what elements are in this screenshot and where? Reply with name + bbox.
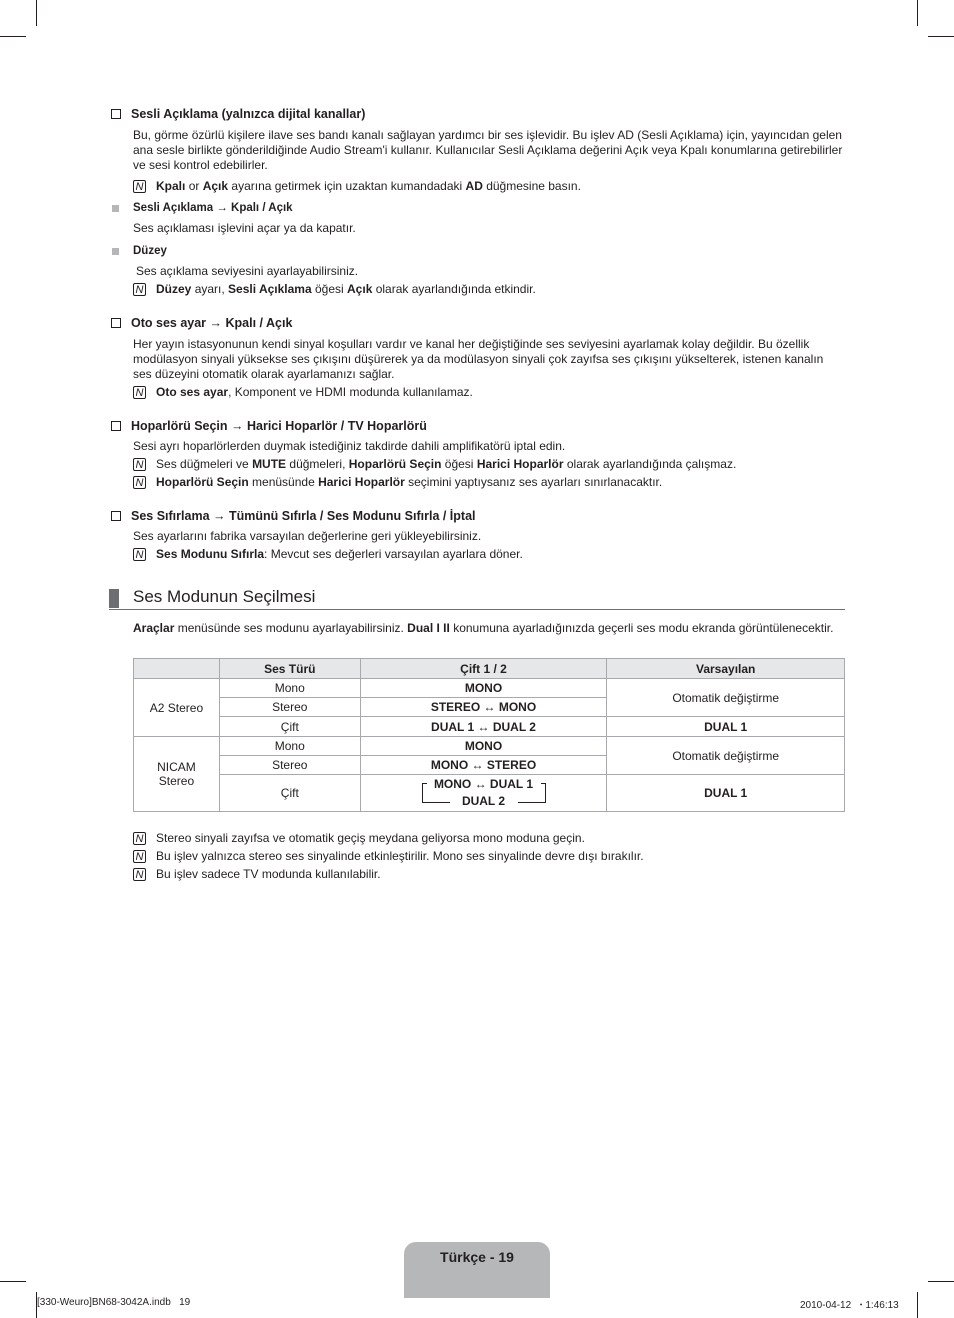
note <box>133 282 536 297</box>
table-cell <box>134 737 220 812</box>
crop-mark <box>917 0 918 26</box>
checkbox-bullet-icon <box>111 109 121 119</box>
cell-text: MONO ↔ DUAL 1 <box>433 777 534 791</box>
note-text: Harici Hoparlör <box>476 457 564 471</box>
heading-text: Ses Sıfırlama → Tümünü Sıfırla / Ses Modunu Sıfırla / İptal <box>131 509 476 523</box>
note-icon: N <box>133 868 146 881</box>
heading-text: Oto ses ayar → Kpalı / Açık <box>131 316 293 330</box>
table-cell: Stereo <box>219 756 360 775</box>
crop-mark <box>36 0 37 26</box>
note-text: Bu işlev yalnızca stereo ses sinyalinde etkinleştirilir. Mono ses sinyalinde devre dışı bırakılır. <box>156 849 644 863</box>
note-text: seçimini yaptıysanız ses ayarları sınırlanacaktır. <box>404 475 663 489</box>
table-header: Varsayılan <box>607 659 845 679</box>
note <box>133 475 662 490</box>
square-bullet-icon <box>112 248 119 255</box>
table-header: Çift 1 / 2 <box>360 659 607 679</box>
note-text: MUTE <box>252 457 287 471</box>
intro-text: Araçlar <box>133 621 175 635</box>
cell-text: NICAM Stereo <box>157 760 196 788</box>
note-text: Düzey <box>156 282 192 296</box>
note-text: ayarına getirmek için uzaktan kumandadaki <box>228 179 466 193</box>
checkbox-bullet-icon <box>111 511 121 521</box>
table-cell: DUAL 1 <box>607 717 845 737</box>
cycle-bracket-right <box>541 783 546 803</box>
note-text: düğmesine basın. <box>482 179 581 193</box>
note-text: , Komponent ve HDMI modunda kullanılamaz. <box>228 385 473 399</box>
paragraph: Ses açıklama seviyesini ayarlayabilirsiniz. <box>136 264 359 278</box>
crop-mark <box>917 1292 918 1318</box>
table-cell: Mono <box>219 679 360 698</box>
note-text: ayarı, <box>191 282 229 296</box>
heading-rule <box>109 609 845 610</box>
note-text: Hoparlörü Seçin <box>156 475 249 489</box>
note-text: Açık <box>202 179 229 193</box>
note-text: Bu işlev sadece TV modunda kullanılabilir. <box>156 867 381 881</box>
table-cell <box>360 775 607 812</box>
note-text: or <box>185 179 203 193</box>
table-cell: MONO <box>360 737 607 756</box>
cycle-bracket-left <box>422 783 427 803</box>
heading-text: Hoparlörü Seçin → Harici Hoparlör / TV Hoparlörü <box>131 419 427 433</box>
note-text: olarak ayarlandığında etkindir. <box>372 282 536 296</box>
note <box>133 831 585 846</box>
paragraph <box>133 621 845 636</box>
timestamp: 2010-04-12 ꞏ 1:46:13 <box>800 1300 899 1311</box>
note-text: Ses Modunu Sıfırla <box>156 547 265 561</box>
table-cell: Stereo <box>219 698 360 717</box>
note-icon: N <box>133 850 146 863</box>
page-title: Ses Modunun Seçilmesi <box>133 587 316 606</box>
note <box>133 849 644 864</box>
table-cell: DUAL 1 ↔ DUAL 2 <box>360 717 607 737</box>
table-cell: A2 Stereo <box>134 679 220 737</box>
heading-bar <box>109 589 119 608</box>
section-heading <box>111 419 427 433</box>
checkbox-bullet-icon <box>111 421 121 431</box>
file-info: [330-Weuro]BN68-3042A.indb 19 <box>37 1297 191 1308</box>
note <box>133 457 736 472</box>
note-text: Açık <box>347 282 373 296</box>
table-cell: Çift <box>219 717 360 737</box>
intro-text: menüsünde ses modunu ayarlayabilirsiniz. <box>174 621 408 635</box>
note-text: menüsünde <box>248 475 319 489</box>
note-text: AD <box>465 179 483 193</box>
heading-text: Sesli Açıklama (yalnızca dijital kanallar) <box>131 107 366 121</box>
note-icon: N <box>133 180 146 193</box>
note <box>133 385 473 400</box>
table-cell: Çift <box>219 775 360 812</box>
crop-mark <box>928 1281 954 1282</box>
checkbox-bullet-icon <box>111 318 121 328</box>
note-text: Hoparlörü Seçin <box>348 457 442 471</box>
dual-cycle <box>424 776 544 810</box>
square-bullet-icon <box>112 205 119 212</box>
intro-text: Dual I II <box>407 621 450 635</box>
table-cell: STEREO ↔ MONO <box>360 698 607 717</box>
paragraph: Ses açıklaması işlevini açar ya da kapatır. <box>133 221 356 235</box>
page-number: Türkçe - 19 <box>440 1249 514 1265</box>
sound-mode-table <box>133 658 845 812</box>
note-text: öğesi <box>311 282 348 296</box>
note-text: Sesli Açıklama <box>228 282 312 296</box>
table-header: Ses Türü <box>219 659 360 679</box>
table-cell: Mono <box>219 737 360 756</box>
table-header <box>134 659 220 679</box>
table-cell: DUAL 1 <box>607 775 845 812</box>
intro-text: konumuna ayarladığınızda geçerli ses modu ekranda görüntülenecektir. <box>449 621 834 635</box>
note-text: olarak ayarlandığında çalışmaz. <box>563 457 737 471</box>
sub-heading: Sesli Açıklama → Kpalı / Açık <box>133 202 293 214</box>
cycle-line <box>518 802 546 803</box>
note-icon: N <box>133 283 146 296</box>
note-text: düğmeleri, <box>286 457 349 471</box>
note-icon: N <box>133 386 146 399</box>
note-text: Oto ses ayar <box>156 385 229 399</box>
note-icon: N <box>133 548 146 561</box>
paragraph: Bu, görme özürlü kişilere ilave ses bandı kanalı sağlayan yardımcı bir ses işlevidir. Bu işlev AD (Sesli Açıklama) için, yayıncıdan gelen ana sesle birlikte gönderildiğinde Audio Stream'i kullanır. Kullanıcılar Sesli Açıklama değerini Açık veya Kpalı konumlarına getirebilirler ve sesi kontrol edebilirler. <box>133 128 843 172</box>
paragraph: Sesi ayrı hoparlörlerden duymak istediğiniz takdirde dahili amplifikatörü iptal edin. <box>133 439 566 453</box>
note <box>133 179 581 194</box>
note-text: Harici Hoparlör <box>318 475 405 489</box>
note-text: Stereo sinyali zayıfsa ve otomatik geçiş meydana geliyorsa mono moduna geçin. <box>156 831 585 845</box>
note <box>133 867 381 882</box>
crop-mark <box>0 36 26 37</box>
table-cell: Otomatik değiştirme <box>607 679 845 717</box>
section-heading <box>111 509 476 523</box>
crop-mark <box>928 36 954 37</box>
note-icon: N <box>133 476 146 489</box>
table-cell: MONO <box>360 679 607 698</box>
note-text: öğesi <box>441 457 477 471</box>
note <box>133 547 523 562</box>
sub-heading: Düzey <box>133 245 167 257</box>
table-cell: Otomatik değiştirme <box>607 737 845 775</box>
cycle-line <box>422 802 450 803</box>
crop-mark <box>0 1281 26 1282</box>
paragraph: Her yayın istasyonunun kendi sinyal koşulları vardır ve kanal her değiştiğinde ses seviyesini ayarlamak kolay değildir. Bu özellik modülasyon sinyali yüksekse ses çıkışını düşürerek ya da modülasyon sinyali çok zayıfsa ses çıkışını yükselterek, istenen kanalın ses düzeyini otomatik olarak ayarlamanızı sağlar. <box>133 337 824 381</box>
note-icon: N <box>133 458 146 471</box>
note-text: Kpalı <box>156 179 186 193</box>
note-icon: N <box>133 832 146 845</box>
note-text: Ses düğmeleri ve <box>156 457 253 471</box>
table-cell: MONO ↔ STEREO <box>360 756 607 775</box>
section-heading <box>111 316 292 330</box>
section-heading <box>111 107 365 121</box>
cell-text: DUAL 2 <box>461 794 506 808</box>
paragraph: Ses ayarlarını fabrika varsayılan değerlerine geri yükleyebilirsiniz. <box>133 529 482 543</box>
note-text: : Mevcut ses değerleri varsayılan ayarlara döner. <box>264 547 523 561</box>
